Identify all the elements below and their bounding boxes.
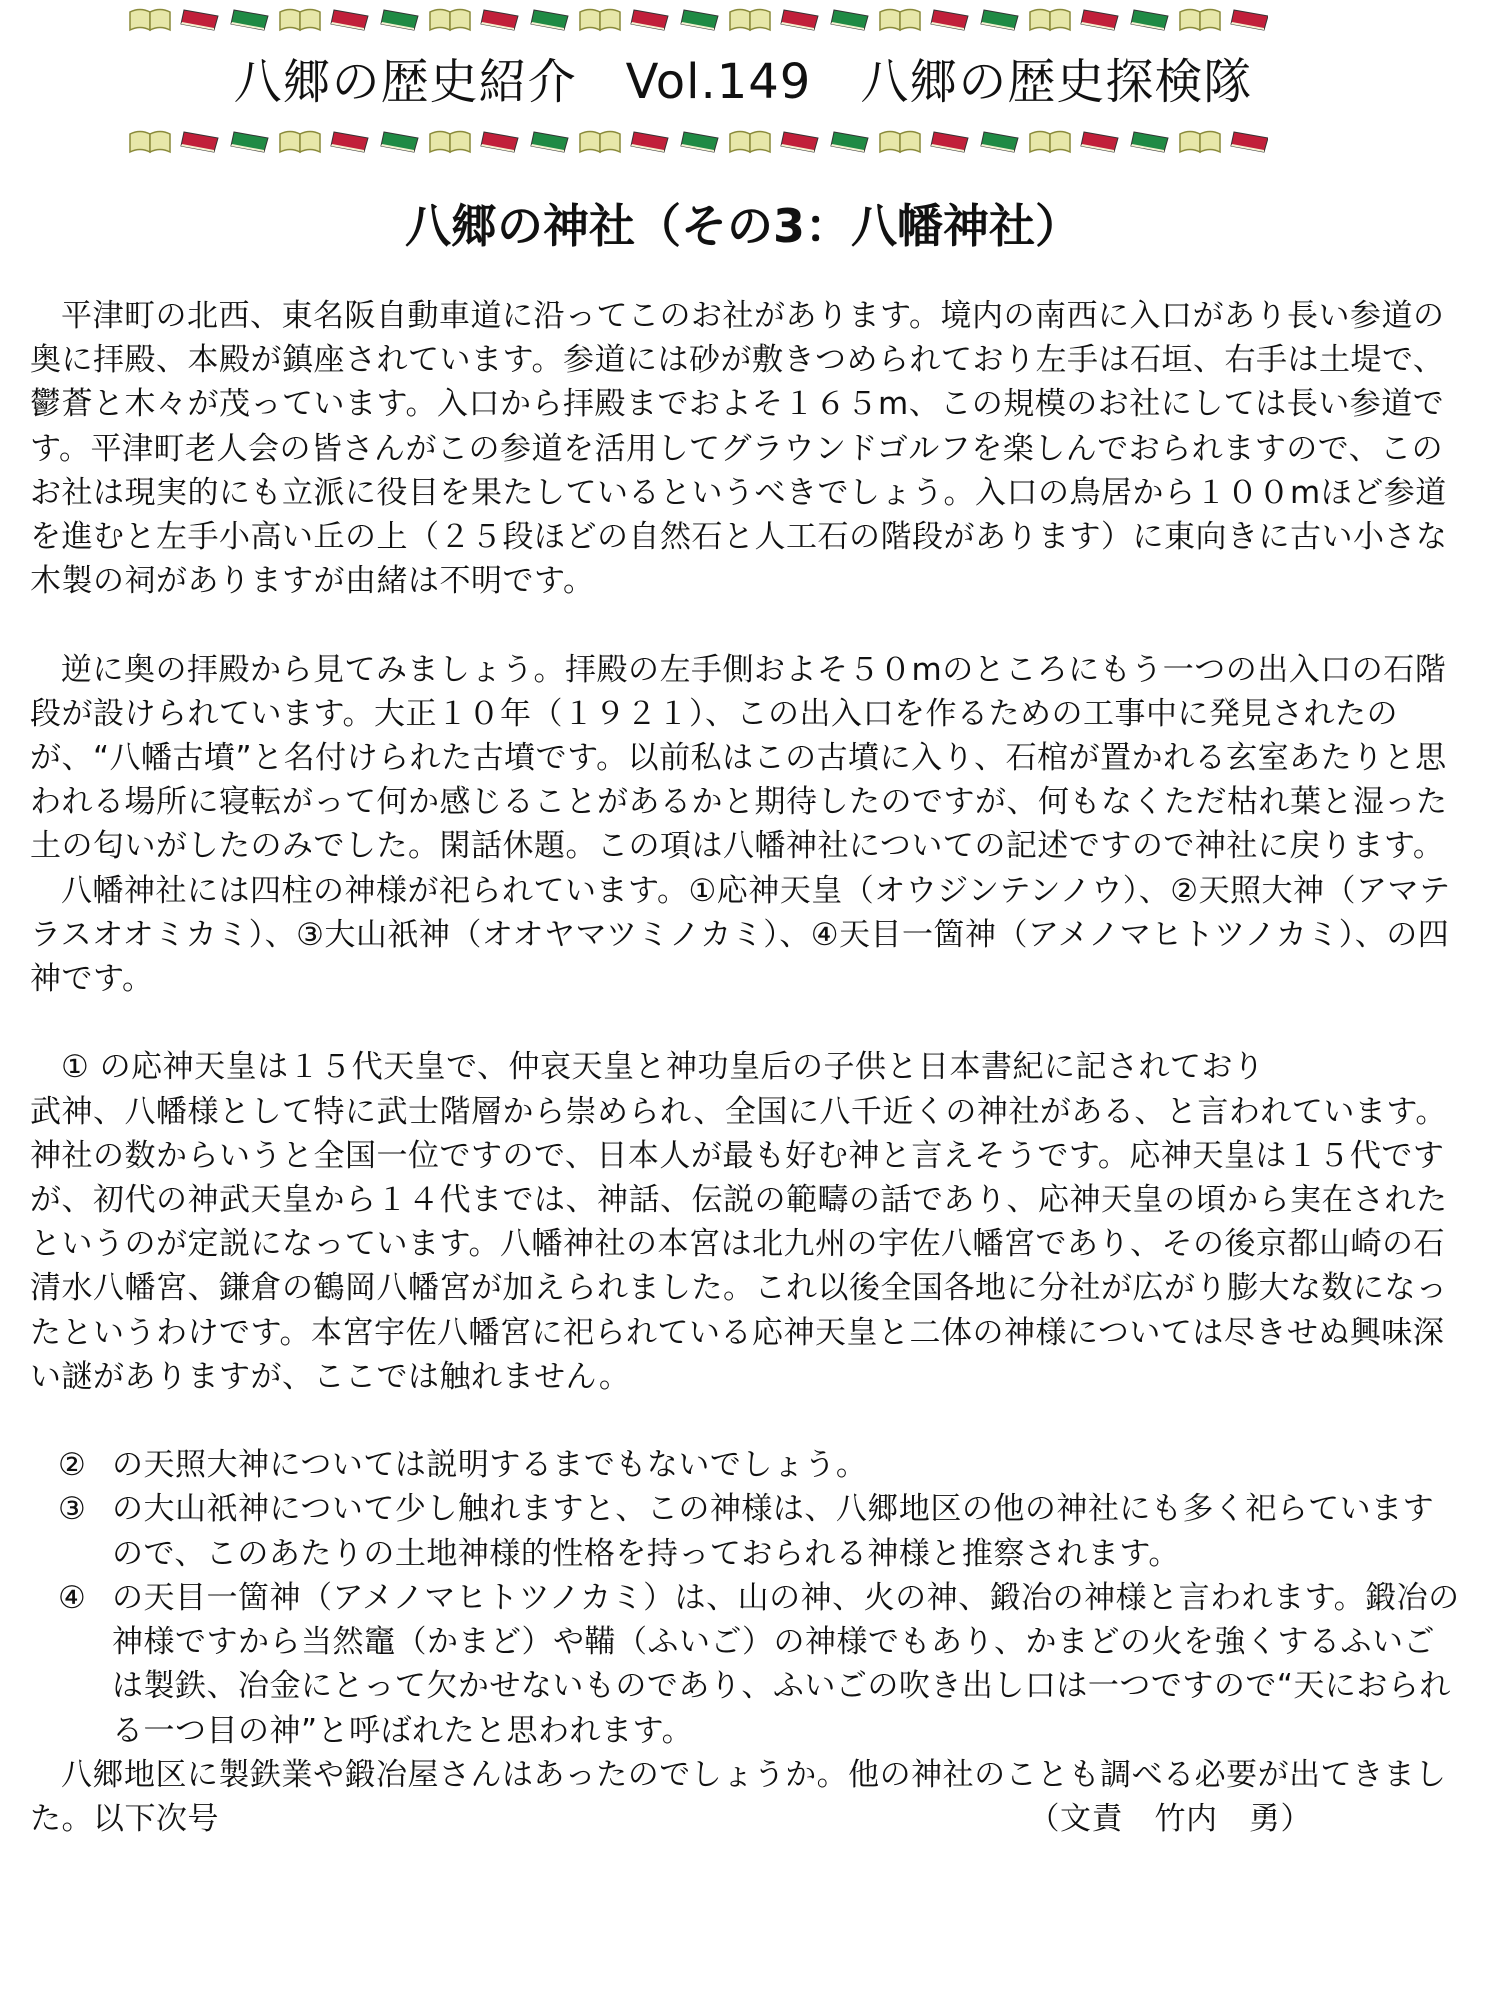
closed-book-icon xyxy=(478,6,522,32)
paragraph-4: 武神、八幡様として特に武士階層から崇められ、全国に八千近くの神社がある、と言われています。神社の数からいうと全国一位ですので、日本人が最も好む神と言えそうです。応神天皇は１５代ですが、初代の神武天皇から１４代までは、神話、伝説の範疇の話であり、応神天皇の頃から実在されたというのが定説になっています。八幡神社の本宮は北九州の宇佐八幡宮であり、その後京都山崎の石清水八幡宮、鎌倉の鶴岡八幡宮が加えられました。これ以後全国各地に分社が広がり膨大な数になったというわけです。本宮宇佐八幡宮に祀られている応神天皇と二体の神様については尽きせぬ興味深い謎がありますが、ここでは触れません。 xyxy=(30,1093,1448,1395)
closed-book-icon xyxy=(828,6,872,32)
open-book-icon xyxy=(1178,128,1222,154)
closed-book-icon xyxy=(478,128,522,154)
open-book-icon xyxy=(1028,6,1072,32)
closed-book-icon xyxy=(978,6,1022,32)
list-item-text: の天目一箇神（アメノマヒトツノカミ）は、山の神、火の神、鍛冶の神様と言われます。鍛冶の神様ですから当然竈（かまど）や鞴（ふいご）の神様でもあり、かまどの火を強くするふいごは製鉄、冶金にとって欠かせないものであり、ふいごの吹き出し口は一つですので“天におられる一つ目の神”と呼ばれたと思われます。 xyxy=(112,1579,1460,1749)
closed-book-icon xyxy=(328,6,372,32)
paragraph-3: 八幡神社には四柱の神様が祀られています。①応神天皇（オウジンテンノウ）、②天照大神（アマテラスオオミカミ）、③大山祇神（オオヤマツミノカミ）、④天目一箇神（アメノマヒトツノカミ）、の四神です。 xyxy=(30,872,1451,998)
closed-book-icon xyxy=(1128,128,1172,154)
list-marker: ② xyxy=(58,1447,87,1484)
closed-book-icon xyxy=(928,128,972,154)
closed-book-icon xyxy=(228,128,272,154)
open-book-icon xyxy=(1178,6,1222,32)
closed-book-icon xyxy=(1078,6,1122,32)
open-book-icon xyxy=(428,128,472,154)
closed-book-icon xyxy=(378,128,422,154)
open-book-icon xyxy=(1028,128,1072,154)
decorative-book-border-top xyxy=(128,2,1268,36)
list-item-text: の天照大神については説明するまでもないでしょう。 xyxy=(112,1447,868,1484)
closed-book-icon xyxy=(228,6,272,32)
closed-book-icon xyxy=(528,6,572,32)
list-item-3 xyxy=(30,1487,1462,1575)
closed-book-icon xyxy=(828,128,872,154)
closed-book-icon xyxy=(178,128,222,154)
article-body xyxy=(30,294,1462,1841)
list-item-2 xyxy=(30,1443,1462,1487)
article-title: 八郷の神社（その3：八幡神社） xyxy=(404,199,1081,253)
closed-book-icon xyxy=(1128,6,1172,32)
open-book-icon xyxy=(128,6,172,32)
closed-book-icon xyxy=(678,6,722,32)
open-book-icon xyxy=(878,128,922,154)
list-item-text: の大山祇神について少し触れますと、この神様は、八郷地区の他の神社にも多く祀らていますので、このあたりの土地神様的性格を持っておられる神様と推察されます。 xyxy=(112,1491,1435,1572)
open-book-icon xyxy=(278,6,322,32)
group-name: 八郷の歴史探検隊 xyxy=(860,54,1253,110)
list-marker: ③ xyxy=(58,1491,87,1528)
closed-book-icon xyxy=(978,128,1022,154)
open-book-icon xyxy=(728,6,772,32)
closed-book-icon xyxy=(628,6,672,32)
signoff: （文責 竹内 勇） xyxy=(1028,1800,1312,1837)
closed-book-icon xyxy=(328,128,372,154)
decorative-book-border-bottom xyxy=(128,124,1268,158)
open-book-icon xyxy=(578,128,622,154)
closed-book-icon xyxy=(528,128,572,154)
closed-book-icon xyxy=(928,6,972,32)
closed-book-icon xyxy=(378,6,422,32)
closed-book-icon xyxy=(778,6,822,32)
page-header xyxy=(0,52,1486,112)
series-title: 八郷の歴史紹介 xyxy=(233,54,577,110)
closed-book-icon xyxy=(678,128,722,154)
closed-book-icon xyxy=(1228,128,1268,154)
paragraph-1: 平津町の北西、東名阪自動車道に沿ってこのお社があります。境内の南西に入口があり長い参道の奥に拝殿、本殿が鎮座されています。参道には砂が敷きつめられており左手は石垣、右手は土堤で、鬱蒼と木々が茂っています。入口から拝殿までおよそ１６５m、この規模のお社にしては長い参道です。平津町老人会の皆さんがこの参道を活用してグラウンドゴルフを楽しんでおられますので、このお社は現実的にも立派に役目を果たしているというべきでしょう。入口の鳥居から１００mほど参道を進むと左手小高い丘の上（２５段ほどの自然石と人工石の階段があります）に東向きに古い小さな木製の祠がありますが由緒は不明です。 xyxy=(30,298,1448,600)
list-marker: ④ xyxy=(58,1579,87,1616)
closed-book-icon xyxy=(628,128,672,154)
open-book-icon xyxy=(428,6,472,32)
open-book-icon xyxy=(128,128,172,154)
open-book-icon xyxy=(578,6,622,32)
open-book-icon xyxy=(728,128,772,154)
paragraph-4-first-line: ① の応神天皇は１５代天皇で、仲哀天皇と神功皇后の子供と日本書紀に記されており xyxy=(61,1049,1265,1086)
closed-book-icon xyxy=(1228,6,1268,32)
volume-number: Vol.149 xyxy=(625,54,812,110)
list-item-4 xyxy=(30,1576,1462,1753)
paragraph-5 xyxy=(30,1753,1462,1841)
closed-book-icon xyxy=(1078,128,1122,154)
open-book-icon xyxy=(278,128,322,154)
closing-text: 八郷地区に製鉄業や鍛冶屋さんはあったのでしょうか。他の神社のことも調べる必要が出てきました。以下次号 xyxy=(30,1756,1447,1837)
closed-book-icon xyxy=(178,6,222,32)
open-book-icon xyxy=(878,6,922,32)
closed-book-icon xyxy=(778,128,822,154)
paragraph-2: 逆に奥の拝殿から見てみましょう。拝殿の左手側およそ５０mのところにもう一つの出入口の石階段が設けられています。大正１０年（１９２１）、この出入口を作るための工事中に発見されたのが、“八幡古墳”と名付けられた古墳です。以前私はこの古墳に入り、石棺が置かれる玄室あたりと思われる場所に寝転がって何か感じることがあるかと期待したのですが、何もなくただ枯れ葉と湿った土の匂いがしたのみでした。閑話休題。この項は八幡神社についての記述ですので神社に戻ります。 xyxy=(30,651,1448,865)
